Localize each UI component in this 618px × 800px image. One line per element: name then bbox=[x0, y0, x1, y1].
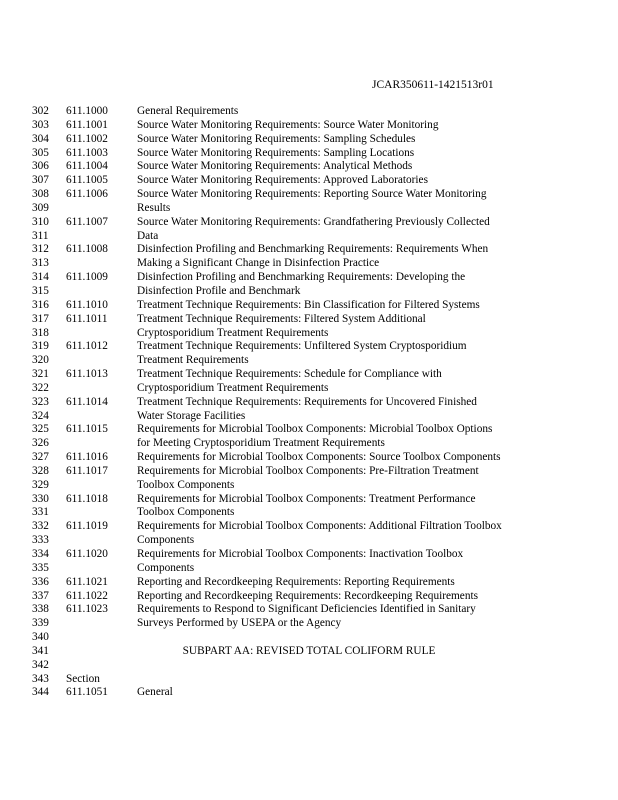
document-line bbox=[0, 631, 618, 645]
section-title: General bbox=[137, 686, 173, 699]
section-title: Cryptosporidium Treatment Requirements bbox=[137, 381, 329, 394]
section-number: 611.1012 bbox=[66, 340, 108, 353]
document-line bbox=[0, 423, 618, 437]
line-number: 332 bbox=[32, 520, 49, 533]
line-number: 337 bbox=[32, 589, 49, 602]
document-line bbox=[0, 576, 618, 590]
line-number: 312 bbox=[32, 243, 49, 256]
line-number: 318 bbox=[32, 326, 49, 339]
document-line bbox=[0, 506, 618, 520]
document-line bbox=[0, 285, 618, 299]
section-title: Source Water Monitoring Requirements: Source Water Monitoring bbox=[137, 118, 439, 131]
section-title: Components bbox=[137, 561, 195, 574]
line-number: 306 bbox=[32, 160, 49, 173]
section-title: Treatment Technique Requirements: Filtered System Additional bbox=[137, 312, 426, 325]
document-line bbox=[0, 659, 618, 673]
section-number: 611.1015 bbox=[66, 423, 108, 436]
section-number: Section bbox=[66, 672, 100, 685]
section-title: Water Storage Facilities bbox=[137, 409, 246, 422]
line-number: 308 bbox=[32, 188, 49, 201]
section-title: Disinfection Profiling and Benchmarking Requirements: Developing the bbox=[137, 271, 466, 284]
section-title: Treatment Technique Requirements: Unfiltered System Cryptosporidium bbox=[137, 340, 467, 353]
document-line bbox=[0, 160, 618, 174]
line-number: 317 bbox=[32, 312, 49, 325]
document-line bbox=[0, 188, 618, 202]
section-number: 611.1010 bbox=[66, 298, 108, 311]
line-number: 322 bbox=[32, 381, 49, 394]
line-number: 323 bbox=[32, 395, 49, 408]
line-number: 340 bbox=[32, 631, 49, 644]
section-number: 611.1023 bbox=[66, 603, 108, 616]
document-line bbox=[0, 534, 618, 548]
section-number: 611.1003 bbox=[66, 146, 108, 159]
line-number: 311 bbox=[32, 229, 49, 242]
section-title: Data bbox=[137, 229, 159, 242]
document-line bbox=[0, 465, 618, 479]
document-line bbox=[0, 479, 618, 493]
line-number: 325 bbox=[32, 423, 49, 436]
line-number: 341 bbox=[32, 644, 49, 657]
section-title: for Meeting Cryptosporidium Treatment Requirements bbox=[137, 437, 385, 450]
line-number: 335 bbox=[32, 561, 49, 574]
line-number: 343 bbox=[32, 672, 49, 685]
section-title: Source Water Monitoring Requirements: Reporting Source Water Monitoring bbox=[137, 188, 487, 201]
document-line bbox=[0, 437, 618, 451]
line-number: 303 bbox=[32, 118, 49, 131]
line-number: 339 bbox=[32, 617, 49, 630]
section-number: 611.1016 bbox=[66, 451, 108, 464]
document-line bbox=[0, 243, 618, 257]
document-line bbox=[0, 230, 618, 244]
document-line bbox=[0, 313, 618, 327]
section-number: 611.1018 bbox=[66, 492, 108, 505]
document-line bbox=[0, 147, 618, 161]
section-number: 611.1022 bbox=[66, 589, 108, 602]
line-number: 333 bbox=[32, 534, 49, 547]
line-number: 313 bbox=[32, 257, 49, 270]
line-number: 320 bbox=[32, 354, 49, 367]
section-title: Requirements for Microbial Toolbox Components: Source Toolbox Components bbox=[137, 451, 501, 464]
line-number: 327 bbox=[32, 451, 49, 464]
line-number: 321 bbox=[32, 368, 49, 381]
document-code: JCAR350611-1421513r01 bbox=[372, 79, 494, 91]
line-number: 326 bbox=[32, 437, 49, 450]
section-title: Toolbox Components bbox=[137, 506, 235, 519]
section-title: Results bbox=[137, 201, 171, 214]
section-number: 611.1008 bbox=[66, 243, 108, 256]
section-title: Treatment Requirements bbox=[137, 354, 249, 367]
section-title: Requirements for Microbial Toolbox Components: Treatment Performance bbox=[137, 492, 476, 505]
section-number: 611.1002 bbox=[66, 132, 108, 145]
subpart-heading: SUBPART AA: REVISED TOTAL COLIFORM RULE bbox=[182, 644, 436, 657]
document-line bbox=[0, 271, 618, 285]
line-number: 314 bbox=[32, 271, 49, 284]
document-line bbox=[0, 603, 618, 617]
document-line bbox=[0, 105, 618, 119]
document-line bbox=[0, 645, 618, 659]
line-number: 319 bbox=[32, 340, 49, 353]
section-title: General Requirements bbox=[137, 105, 239, 117]
document-line bbox=[0, 368, 618, 382]
line-number: 329 bbox=[32, 478, 49, 491]
line-number: 316 bbox=[32, 298, 49, 311]
section-title: Requirements for Microbial Toolbox Components: Pre-Filtration Treatment bbox=[137, 464, 479, 477]
section-title: Disinfection Profile and Benchmark bbox=[137, 284, 301, 297]
document-line bbox=[0, 340, 618, 354]
section-title: Requirements to Respond to Significant Deficiencies Identified in Sanitary bbox=[137, 603, 476, 616]
document-line bbox=[0, 520, 618, 534]
section-number: 611.1011 bbox=[66, 312, 108, 325]
document-line bbox=[0, 410, 618, 424]
section-title: Source Water Monitoring Requirements: Grandfathering Previously Collected bbox=[137, 215, 490, 228]
document-line bbox=[0, 216, 618, 230]
document-line bbox=[0, 396, 618, 410]
document-line bbox=[0, 174, 618, 188]
line-number: 324 bbox=[32, 409, 49, 422]
line-number: 342 bbox=[32, 658, 49, 671]
document-line bbox=[0, 493, 618, 507]
section-number: 611.1017 bbox=[66, 464, 108, 477]
document-line bbox=[0, 673, 618, 687]
section-title: Components bbox=[137, 534, 195, 547]
line-number: 334 bbox=[32, 548, 49, 560]
line-number: 336 bbox=[32, 575, 49, 588]
section-number: 611.1000 bbox=[66, 105, 108, 117]
document-line bbox=[0, 133, 618, 147]
section-title: Reporting and Recordkeeping Requirements: Recordkeeping Requirements bbox=[137, 589, 479, 602]
document-line bbox=[0, 299, 618, 313]
line-number: 310 bbox=[32, 215, 49, 228]
line-number: 338 bbox=[32, 603, 49, 616]
line-number: 309 bbox=[32, 201, 49, 214]
line-number: 315 bbox=[32, 284, 49, 297]
document-line bbox=[0, 119, 618, 133]
section-title: Source Water Monitoring Requirements: Analytical Methods bbox=[137, 160, 413, 173]
document-line bbox=[0, 590, 618, 604]
section-number: 611.1005 bbox=[66, 174, 108, 187]
section-title: Reporting and Recordkeeping Requirements: Reporting Requirements bbox=[137, 575, 455, 588]
table-of-contents bbox=[0, 105, 618, 700]
line-number: 304 bbox=[32, 132, 49, 145]
section-number: 611.1051 bbox=[66, 686, 108, 699]
document-line bbox=[0, 382, 618, 396]
section-title: Treatment Technique Requirements: Bin Classification for Filtered Systems bbox=[137, 298, 480, 311]
section-number: 611.1020 bbox=[66, 548, 108, 560]
section-title: Treatment Technique Requirements: Requirements for Uncovered Finished bbox=[137, 395, 477, 408]
section-title: Source Water Monitoring Requirements: Sampling Schedules bbox=[137, 132, 416, 145]
document-line bbox=[0, 257, 618, 271]
section-number: 611.1009 bbox=[66, 271, 108, 284]
section-number: 611.1014 bbox=[66, 395, 108, 408]
section-title: Source Water Monitoring Requirements: Sampling Locations bbox=[137, 146, 415, 159]
document-line bbox=[0, 548, 618, 562]
line-number: 331 bbox=[32, 506, 49, 519]
section-title: Treatment Technique Requirements: Schedule for Compliance with bbox=[137, 368, 442, 381]
section-number: 611.1004 bbox=[66, 160, 108, 173]
section-title: Requirements for Microbial Toolbox Components: Additional Filtration Toolbox bbox=[137, 520, 502, 533]
line-number: 328 bbox=[32, 464, 49, 477]
section-title: Making a Significant Change in Disinfection Practice bbox=[137, 257, 380, 270]
section-number: 611.1001 bbox=[66, 118, 108, 131]
section-title: Surveys Performed by USEPA or the Agency bbox=[137, 617, 342, 630]
document-line bbox=[0, 617, 618, 631]
section-title: Disinfection Profiling and Benchmarking Requirements: Requirements When bbox=[137, 243, 489, 256]
section-title: Requirements for Microbial Toolbox Components: Microbial Toolbox Options bbox=[137, 423, 493, 436]
line-number: 302 bbox=[32, 105, 49, 117]
section-number: 611.1021 bbox=[66, 575, 108, 588]
section-title: Source Water Monitoring Requirements: Approved Laboratories bbox=[137, 174, 428, 187]
document-line bbox=[0, 354, 618, 368]
section-number: 611.1007 bbox=[66, 215, 108, 228]
document-line bbox=[0, 562, 618, 576]
line-number: 305 bbox=[32, 146, 49, 159]
line-number: 330 bbox=[32, 492, 49, 505]
line-number: 344 bbox=[32, 686, 49, 699]
section-title: Toolbox Components bbox=[137, 478, 235, 491]
section-title: Requirements for Microbial Toolbox Components: Inactivation Toolbox bbox=[137, 548, 464, 560]
document-line bbox=[0, 686, 618, 700]
section-number: 611.1013 bbox=[66, 368, 108, 381]
document-line bbox=[0, 202, 618, 216]
document-line bbox=[0, 327, 618, 341]
section-number: 611.1019 bbox=[66, 520, 108, 533]
document-line bbox=[0, 451, 618, 465]
section-title: Cryptosporidium Treatment Requirements bbox=[137, 326, 329, 339]
section-number: 611.1006 bbox=[66, 188, 108, 201]
line-number: 307 bbox=[32, 174, 49, 187]
